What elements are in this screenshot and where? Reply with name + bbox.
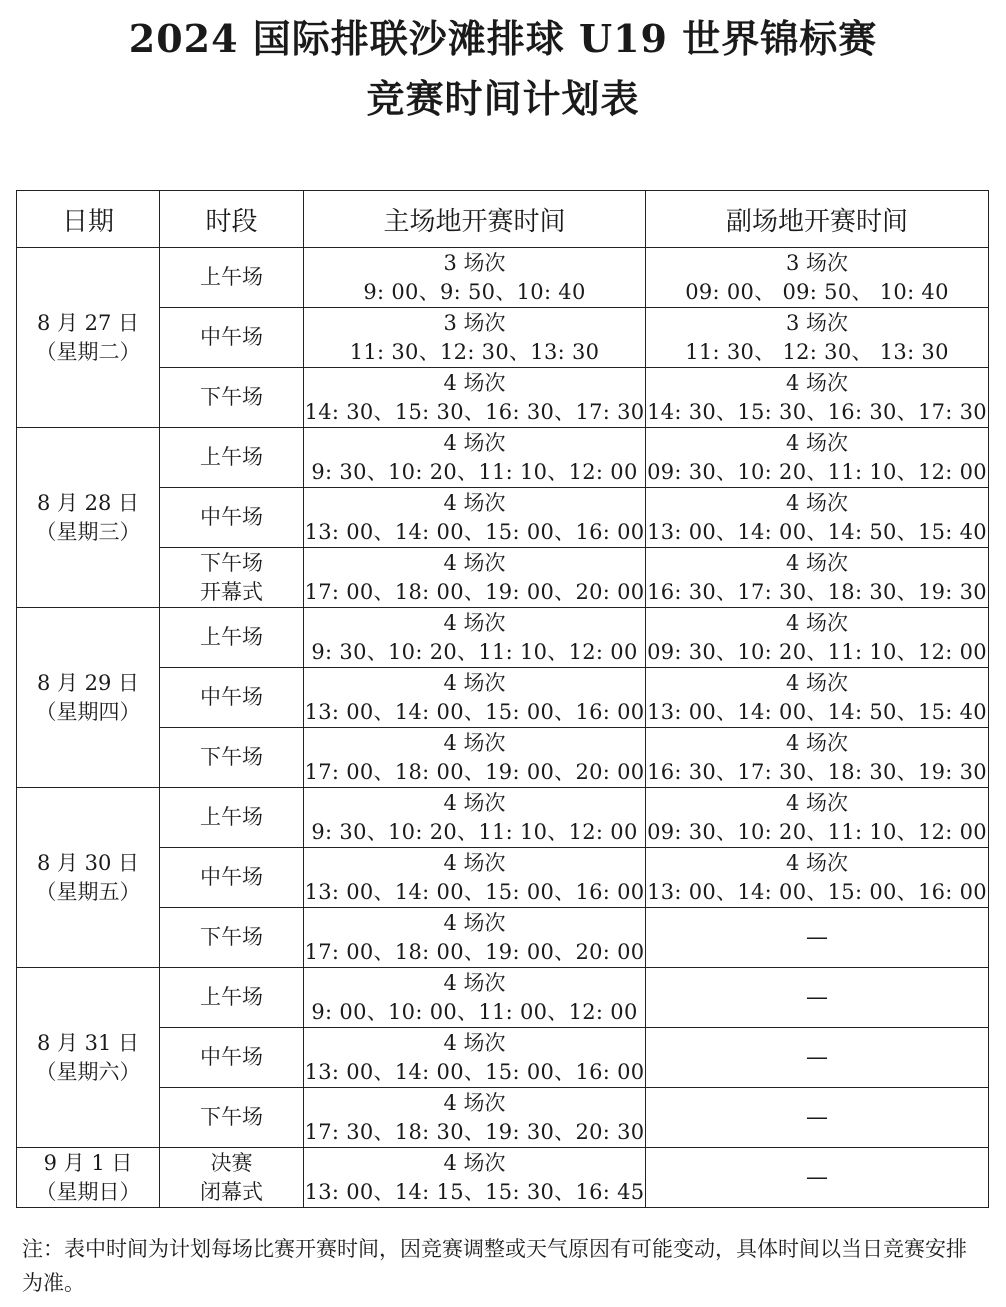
segment-label: 决赛 xyxy=(210,1150,253,1175)
main-venue-cell xyxy=(304,968,646,1028)
date-label: 9 月 1 日 xyxy=(43,1150,133,1175)
date-label: 8 月 28 日 xyxy=(36,490,140,515)
main-venue-cell xyxy=(304,1148,646,1208)
main-start-times: 11: 30、12: 30、13: 30 xyxy=(349,339,600,364)
main-venue-cell xyxy=(304,1088,646,1148)
weekday-label: （星期六） xyxy=(35,1059,141,1084)
segment-label: 上午场 xyxy=(200,625,263,649)
segment-cell xyxy=(160,1028,304,1088)
segment-label: 上午场 xyxy=(200,265,263,289)
date-cell xyxy=(17,968,160,1148)
main-start-times: 17: 00、18: 00、19: 00、20: 00 xyxy=(304,759,645,784)
date-label: 8 月 27 日 xyxy=(36,310,140,335)
segment-label: 中午场 xyxy=(200,505,263,529)
table-row xyxy=(17,368,989,428)
no-match-dash: — xyxy=(806,1165,828,1190)
side-match-count: 3 场次 xyxy=(785,310,849,335)
segment-cell xyxy=(160,548,304,608)
side-start-times: 09: 30、10: 20、11: 10、12: 00 xyxy=(647,459,987,484)
no-match-dash: — xyxy=(806,985,828,1010)
side-match-count: 4 场次 xyxy=(785,670,849,695)
table-row xyxy=(17,308,989,368)
main-match-count: 4 场次 xyxy=(443,970,506,995)
table-row xyxy=(17,428,989,488)
side-match-count: 4 场次 xyxy=(785,550,849,575)
date-cell xyxy=(17,1148,160,1208)
side-venue-cell xyxy=(646,908,989,968)
segment-cell xyxy=(160,308,304,368)
main-match-count: 3 场次 xyxy=(443,250,506,275)
main-start-times: 13: 00、14: 00、15: 00、16: 00 xyxy=(304,1059,645,1084)
side-match-count: 4 场次 xyxy=(785,610,849,635)
main-venue-cell xyxy=(304,788,646,848)
document-title-line1: 2024 国际排联沙滩排球 U19 世界锦标赛 xyxy=(128,16,878,61)
side-match-count: 4 场次 xyxy=(785,730,849,755)
main-venue-cell xyxy=(304,308,646,368)
side-match-count: 4 场次 xyxy=(785,370,849,395)
main-venue-cell xyxy=(304,1028,646,1088)
side-venue-cell xyxy=(646,548,989,608)
table-row xyxy=(17,848,989,908)
side-venue-cell xyxy=(646,728,989,788)
main-start-times: 17: 00、18: 00、19: 00、20: 00 xyxy=(304,939,645,964)
side-start-times: 09: 30、10: 20、11: 10、12: 00 xyxy=(647,639,987,664)
main-venue-cell xyxy=(304,908,646,968)
main-start-times: 17: 30、18: 30、19: 30、20: 30 xyxy=(304,1119,645,1144)
side-start-times: 13: 00、14: 00、14: 50、15: 40 xyxy=(647,519,987,544)
main-match-count: 4 场次 xyxy=(443,1150,506,1175)
segment-cell xyxy=(160,908,304,968)
side-venue-cell xyxy=(646,848,989,908)
document-title-line2: 竞赛时间计划表 xyxy=(366,76,640,121)
date-cell xyxy=(17,428,160,608)
main-start-times: 14: 30、15: 30、16: 30、17: 30 xyxy=(304,399,645,424)
table-row xyxy=(17,908,989,968)
segment-label: 下午场 xyxy=(200,385,263,409)
table-row xyxy=(17,968,989,1028)
segment-label: 中午场 xyxy=(200,325,263,349)
date-label: 8 月 30 日 xyxy=(36,850,140,875)
main-match-count: 4 场次 xyxy=(443,730,506,755)
main-match-count: 4 场次 xyxy=(443,550,506,575)
segment-label: 中午场 xyxy=(200,865,263,889)
segment-label: 中午场 xyxy=(200,685,263,709)
main-start-times: 13: 00、14: 00、15: 00、16: 00 xyxy=(304,519,645,544)
segment-cell xyxy=(160,968,304,1028)
main-start-times: 9: 00、9: 50、10: 40 xyxy=(363,279,586,304)
table-row xyxy=(17,728,989,788)
table-row xyxy=(17,608,989,668)
main-venue-cell xyxy=(304,488,646,548)
main-match-count: 4 场次 xyxy=(443,490,506,515)
table-row xyxy=(17,1088,989,1148)
main-match-count: 4 场次 xyxy=(443,790,506,815)
main-start-times: 9: 30、10: 20、11: 10、12: 00 xyxy=(311,459,638,484)
date-cell xyxy=(17,788,160,968)
side-start-times: 16: 30、17: 30、18: 30、19: 30 xyxy=(647,759,987,784)
table-row xyxy=(17,248,989,308)
side-venue-cell xyxy=(646,308,989,368)
segment-ceremony-label: 开幕式 xyxy=(200,579,263,604)
side-start-times: 13: 00、14: 00、15: 00、16: 00 xyxy=(647,879,987,904)
main-venue-cell xyxy=(304,248,646,308)
segment-label: 下午场 xyxy=(200,745,263,769)
side-start-times: 09: 00、 09: 50、 10: 40 xyxy=(685,279,949,304)
weekday-label: （星期三） xyxy=(35,519,141,544)
segment-cell xyxy=(160,788,304,848)
segment-label: 下午场 xyxy=(200,550,263,575)
main-start-times: 13: 00、14: 15、15: 30、16: 45 xyxy=(304,1179,645,1204)
main-match-count: 4 场次 xyxy=(443,850,506,875)
side-start-times: 11: 30、 12: 30、 13: 30 xyxy=(685,339,949,364)
table-header-row xyxy=(17,191,989,248)
main-venue-cell xyxy=(304,728,646,788)
main-start-times: 13: 00、14: 00、15: 00、16: 00 xyxy=(304,699,645,724)
table-row xyxy=(17,1148,989,1208)
segment-cell xyxy=(160,1088,304,1148)
side-venue-cell xyxy=(646,1088,989,1148)
main-match-count: 4 场次 xyxy=(443,910,506,935)
side-venue-cell xyxy=(646,668,989,728)
side-venue-cell xyxy=(646,368,989,428)
segment-cell xyxy=(160,608,304,668)
side-match-count: 3 场次 xyxy=(785,250,849,275)
segment-cell xyxy=(160,848,304,908)
main-venue-cell xyxy=(304,608,646,668)
segment-ceremony-label: 闭幕式 xyxy=(200,1179,263,1204)
side-venue-cell xyxy=(646,1148,989,1208)
segment-cell xyxy=(160,1148,304,1208)
main-start-times: 9: 00、10: 00、11: 00、12: 00 xyxy=(311,999,638,1024)
side-venue-cell xyxy=(646,488,989,548)
side-match-count: 4 场次 xyxy=(785,850,849,875)
main-match-count: 4 场次 xyxy=(443,370,506,395)
no-match-dash: — xyxy=(806,925,828,950)
weekday-label: （星期五） xyxy=(35,879,141,904)
segment-cell xyxy=(160,488,304,548)
header-side-venue: 副场地开赛时间 xyxy=(646,191,989,248)
header-segment: 时段 xyxy=(160,191,304,248)
side-venue-cell xyxy=(646,428,989,488)
main-venue-cell xyxy=(304,548,646,608)
main-start-times: 13: 00、14: 00、15: 00、16: 00 xyxy=(304,879,645,904)
main-match-count: 4 场次 xyxy=(443,1030,506,1055)
main-match-count: 4 场次 xyxy=(443,1090,506,1115)
weekday-label: （星期日） xyxy=(35,1179,141,1204)
segment-label: 中午场 xyxy=(200,1045,263,1069)
segment-label: 上午场 xyxy=(200,805,263,829)
schedule-body xyxy=(17,248,989,1208)
main-venue-cell xyxy=(304,428,646,488)
segment-cell xyxy=(160,728,304,788)
main-start-times: 17: 00、18: 00、19: 00、20: 00 xyxy=(304,579,645,604)
table-row xyxy=(17,788,989,848)
table-row xyxy=(17,668,989,728)
side-venue-cell xyxy=(646,788,989,848)
table-row xyxy=(17,1028,989,1088)
footnote: 注：表中时间为计划每场比赛开赛时间，因竞赛调整或天气原因有可能变动，具体时间以当日竞赛安排为准。 xyxy=(22,1237,967,1295)
side-venue-cell xyxy=(646,968,989,1028)
date-label: 8 月 29 日 xyxy=(36,670,140,695)
main-venue-cell xyxy=(304,848,646,908)
date-cell xyxy=(17,248,160,428)
segment-cell xyxy=(160,428,304,488)
header-main-venue: 主场地开赛时间 xyxy=(304,191,646,248)
side-start-times: 16: 30、17: 30、18: 30、19: 30 xyxy=(647,579,987,604)
main-match-count: 4 场次 xyxy=(443,430,506,455)
side-match-count: 4 场次 xyxy=(785,490,849,515)
weekday-label: （星期二） xyxy=(35,339,141,364)
side-venue-cell xyxy=(646,1028,989,1088)
main-start-times: 9: 30、10: 20、11: 10、12: 00 xyxy=(311,639,638,664)
date-label: 8 月 31 日 xyxy=(36,1030,140,1055)
segment-label: 上午场 xyxy=(200,445,263,469)
date-cell xyxy=(17,608,160,788)
side-start-times: 13: 00、14: 00、14: 50、15: 40 xyxy=(647,699,987,724)
no-match-dash: — xyxy=(806,1045,828,1070)
main-venue-cell xyxy=(304,668,646,728)
segment-label: 下午场 xyxy=(200,925,263,949)
weekday-label: （星期四） xyxy=(35,699,141,724)
header-date: 日期 xyxy=(17,191,160,248)
side-venue-cell xyxy=(646,248,989,308)
segment-cell xyxy=(160,368,304,428)
segment-label: 下午场 xyxy=(200,1105,263,1129)
side-start-times: 14: 30、15: 30、16: 30、17: 30 xyxy=(647,399,987,424)
main-match-count: 4 场次 xyxy=(443,670,506,695)
main-match-count: 3 场次 xyxy=(443,310,506,335)
no-match-dash: — xyxy=(806,1105,828,1130)
main-start-times: 9: 30、10: 20、11: 10、12: 00 xyxy=(311,819,638,844)
main-venue-cell xyxy=(304,368,646,428)
segment-cell xyxy=(160,668,304,728)
table-row xyxy=(17,488,989,548)
side-match-count: 4 场次 xyxy=(785,430,849,455)
segment-cell xyxy=(160,248,304,308)
table-row xyxy=(17,548,989,608)
side-venue-cell xyxy=(646,608,989,668)
side-start-times: 09: 30、10: 20、11: 10、12: 00 xyxy=(647,819,987,844)
side-match-count: 4 场次 xyxy=(785,790,849,815)
main-match-count: 4 场次 xyxy=(443,610,506,635)
segment-label: 上午场 xyxy=(200,985,263,1009)
schedule-table xyxy=(16,190,989,1208)
